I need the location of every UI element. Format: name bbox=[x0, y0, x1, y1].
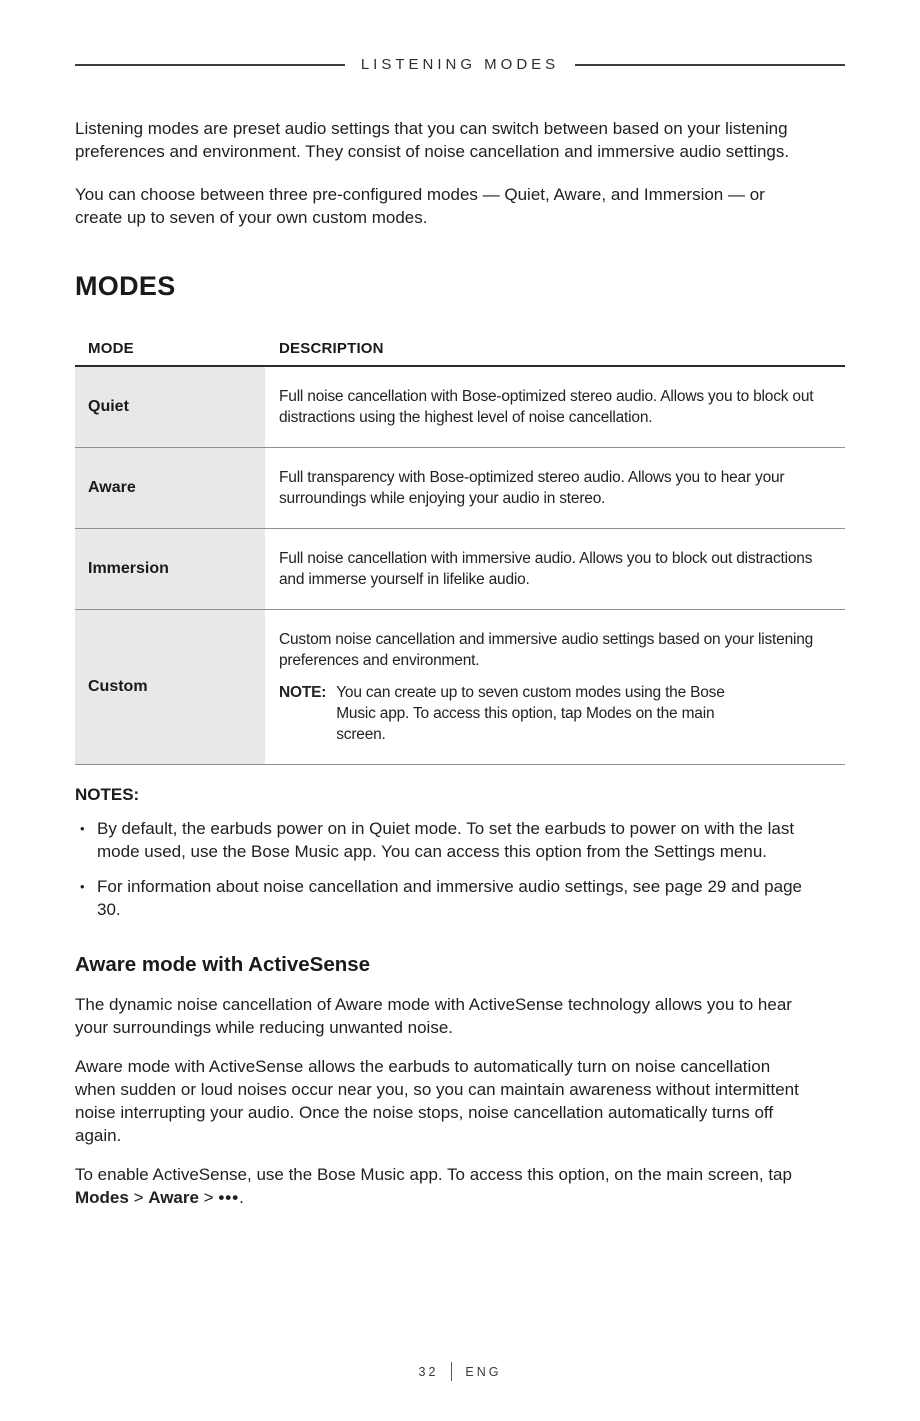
mode-cell-immersion: Immersion bbox=[75, 529, 265, 609]
table-row bbox=[75, 610, 845, 765]
notes-heading: NOTES: bbox=[75, 785, 140, 804]
column-header-mode: MODE bbox=[88, 340, 134, 357]
page-number: 32 bbox=[418, 1364, 439, 1379]
ellipsis-menu-icon: ••• bbox=[218, 1188, 240, 1207]
description-cell bbox=[265, 367, 845, 447]
header-rule-left bbox=[75, 64, 345, 66]
custom-row-note bbox=[279, 682, 833, 745]
footer-divider bbox=[451, 1362, 452, 1381]
header-rule-right bbox=[575, 64, 845, 66]
activesense-paragraph-3 bbox=[75, 1163, 801, 1209]
note-label: NOTE: bbox=[279, 684, 327, 701]
table-header-row bbox=[75, 340, 845, 367]
column-header-description: DESCRIPTION bbox=[279, 340, 384, 357]
description-cell bbox=[265, 529, 845, 609]
activesense-heading: Aware mode with ActiveSense bbox=[75, 953, 371, 976]
activesense-paragraph-1: The dynamic noise cancellation of Aware mode with ActiveSense technology allows you to hear your surroundings while reducing unwanted noise. bbox=[75, 995, 792, 1037]
modes-table bbox=[75, 340, 845, 765]
table-row bbox=[75, 529, 845, 610]
bullet-icon: • bbox=[80, 821, 85, 836]
table-row bbox=[75, 448, 845, 529]
list-item bbox=[75, 817, 845, 863]
note-item-text: By default, the earbuds power on in Quiet mode. To set the earbuds to power on with the last mode used, use the Bose Music app. You can access this option from the Settings menu. bbox=[97, 819, 795, 861]
intro-paragraph-2: You can choose between three pre-configured modes — Quiet, Aware, and Immersion — or create up to seven of your own custom modes. bbox=[75, 185, 765, 227]
p3-aware-label: Aware bbox=[148, 1188, 199, 1207]
note-item-text: For information about noise cancellation and immersive audio settings, see page 29 and page 30. bbox=[97, 877, 802, 919]
language-code: ENG bbox=[465, 1364, 502, 1379]
description-text: Full transparency with Bose-optimized stereo audio. Allows you to hear your surroundings while enjoying your audio in stereo. bbox=[279, 469, 785, 507]
p3-period: . bbox=[239, 1188, 244, 1207]
description-text: Full noise cancellation with immersive audio. Allows you to block out distractions and immerse yourself in lifelike audio. bbox=[279, 550, 813, 588]
page-section-title: LISTENING MODES bbox=[360, 56, 560, 73]
page-footer bbox=[0, 1362, 920, 1381]
p3-modes-label: Modes bbox=[75, 1188, 129, 1207]
list-item bbox=[75, 875, 845, 921]
mode-cell-aware: Aware bbox=[75, 448, 265, 528]
p3-separator: > bbox=[198, 1188, 219, 1207]
bullet-icon: • bbox=[80, 879, 85, 894]
description-text: Custom noise cancellation and immersive audio settings based on your listening preferences and environment. bbox=[279, 631, 814, 669]
mode-cell-custom: Custom bbox=[75, 610, 265, 764]
description-cell bbox=[265, 610, 845, 764]
description-text: Full noise cancellation with Bose-optimized stereo audio. Allows you to block out distractions using the highest level of noise cancellation. bbox=[279, 388, 814, 426]
running-header bbox=[75, 56, 845, 73]
p3-separator: > bbox=[128, 1188, 149, 1207]
intro-paragraph-1: Listening modes are preset audio settings that you can switch between based on your listening preferences and environment. They consist of noise cancellation and immersive audio settings. bbox=[75, 119, 790, 161]
modes-heading: MODES bbox=[75, 271, 176, 301]
description-cell bbox=[265, 448, 845, 528]
p3-pre-text: To enable ActiveSense, use the Bose Music app. To access this option, on the main screen, tap bbox=[75, 1165, 792, 1184]
activesense-paragraph-2: Aware mode with ActiveSense allows the earbuds to automatically turn on noise cancellation when sudden or loud noises occur near you, so you can maintain awareness without intermittent noise interrupting your audio. Once the noise stops, noise cancellation automatically turns off again. bbox=[75, 1057, 799, 1145]
mode-cell-quiet: Quiet bbox=[75, 367, 265, 447]
note-text: You can create up to seven custom modes using the Bose Music app. To access this option, tap Modes on the main screen. bbox=[336, 684, 725, 743]
table-row bbox=[75, 367, 845, 448]
